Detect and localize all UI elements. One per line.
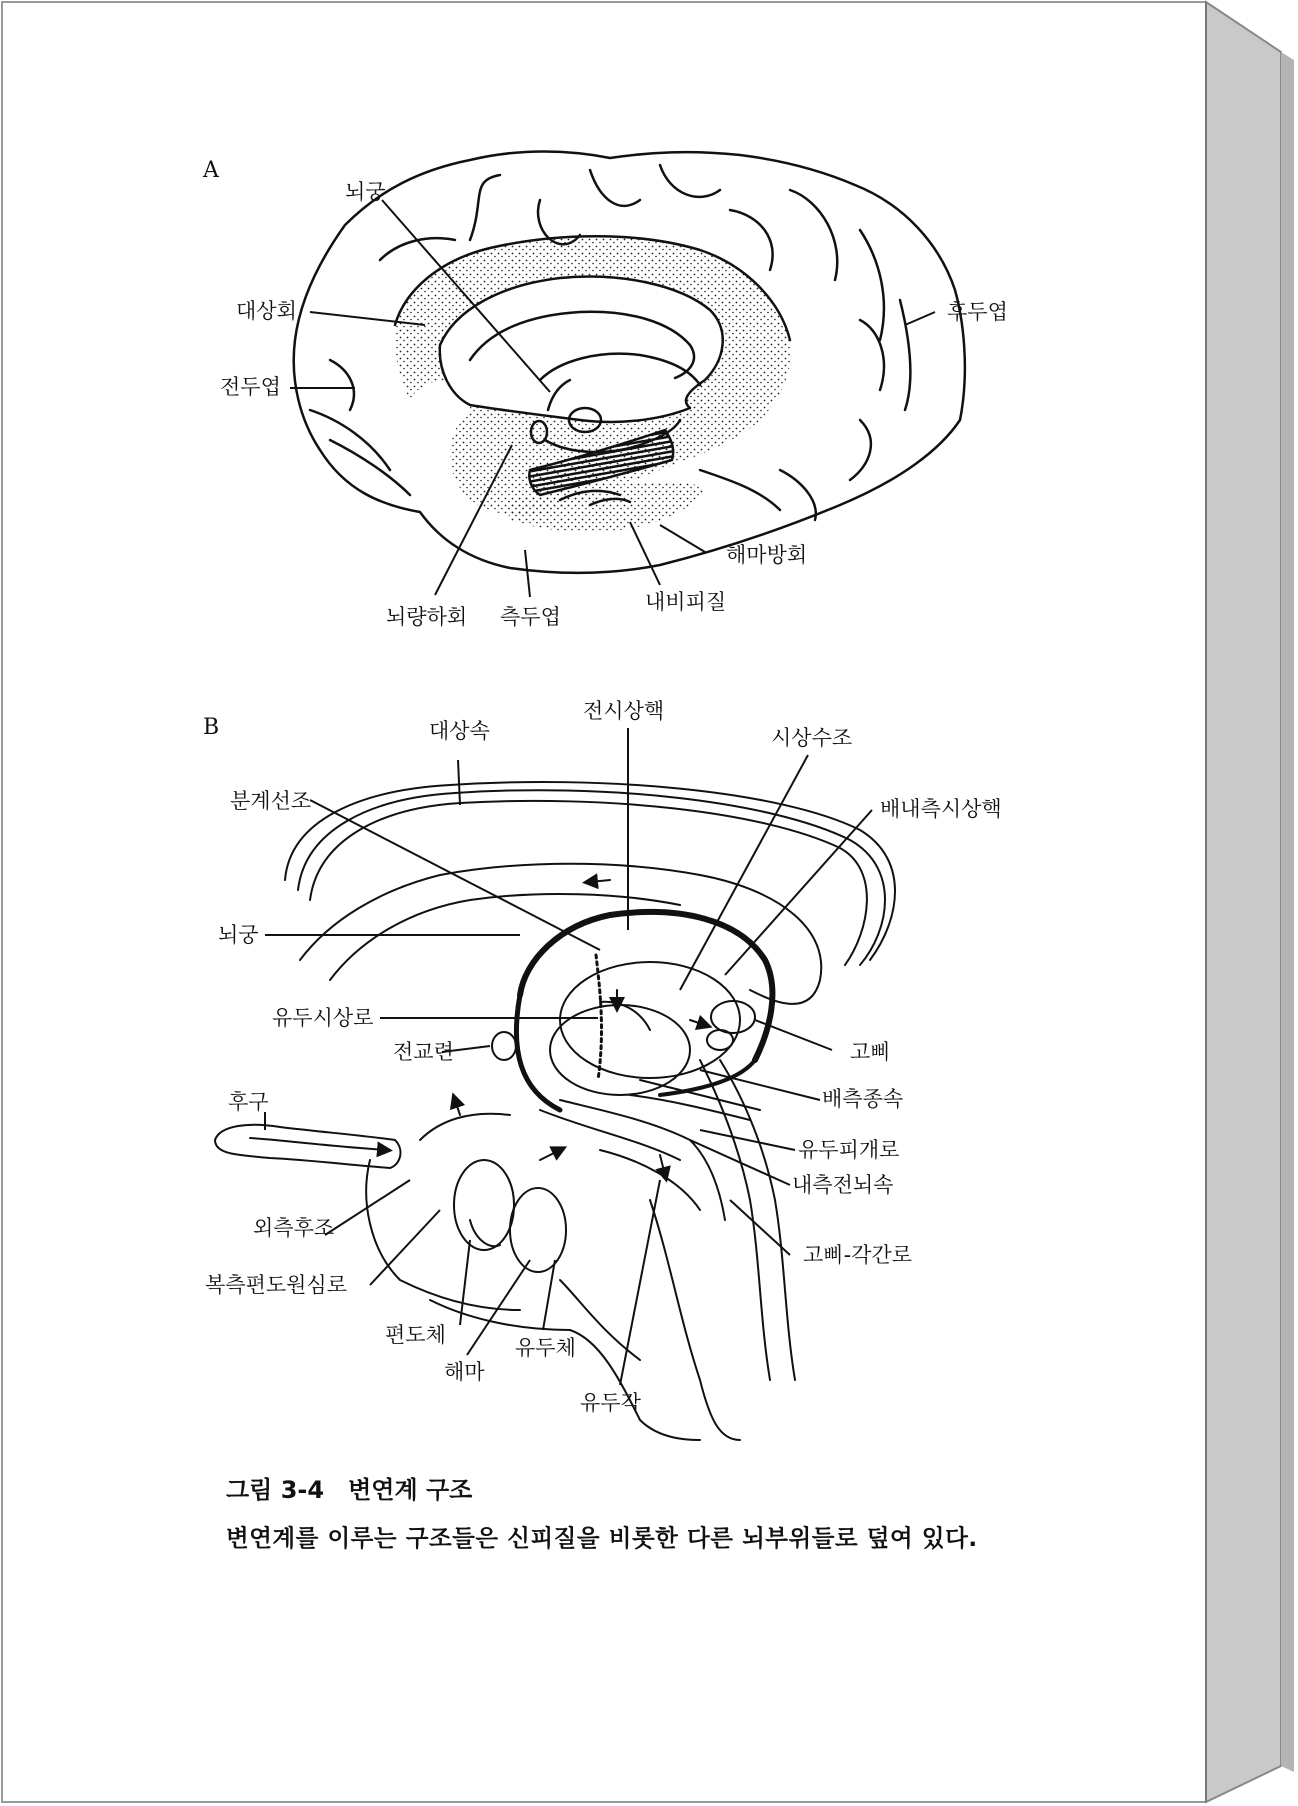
figure-caption-text: 변연계를 이루는 구조들은 신피질을 비롯한 다른 뇌부위들로 덮여 있다. — [226, 1524, 978, 1552]
label-mammillotegmental-tract: 유두피개로 — [798, 1138, 900, 1162]
label-ventral-amygdalofugal-pathway: 복측편도원심로 — [205, 1273, 348, 1297]
panel-a-letter: A — [203, 158, 219, 183]
label-cingulum: 대상속 — [429, 719, 490, 743]
label-fornix-a: 뇌궁 — [345, 180, 386, 204]
label-entorhinal-cortex: 내비피질 — [645, 590, 727, 614]
label-amygdala: 편도체 — [385, 1323, 446, 1347]
label-stria-medullaris: 시상수조 — [771, 726, 853, 750]
label-medial-forebrain-bundle: 내측전뇌속 — [792, 1173, 894, 1197]
label-anterior-thalamic-nucleus: 전시상핵 — [583, 699, 665, 723]
panel-b-letter: B — [203, 715, 220, 740]
label-habenula: 고삐 — [850, 1040, 891, 1064]
label-habenulo-interpeduncular-tract: 고삐-각간로 — [803, 1243, 913, 1267]
label-subcallosal-gyrus: 뇌량하회 — [386, 605, 468, 629]
label-mammillary-body: 유두체 — [515, 1336, 576, 1360]
label-mammillary-peduncle: 유두각 — [580, 1391, 641, 1415]
label-fornix-b: 뇌궁 — [218, 923, 259, 947]
label-hippocampus: 해마 — [444, 1360, 485, 1384]
label-temporal-lobe: 측두엽 — [500, 605, 561, 629]
label-dorsal-longitudinal-fasciculus: 배측종속 — [822, 1087, 904, 1111]
label-anterior-commissure: 전교련 — [393, 1040, 454, 1064]
label-parahippocampal-gyrus: 해마방회 — [726, 543, 808, 567]
label-olfactory-bulb: 후구 — [228, 1090, 269, 1114]
figure-caption-title — [226, 1478, 496, 1502]
label-lateral-olfactory-stria: 외측후조 — [253, 1216, 335, 1240]
label-frontal-lobe: 전두엽 — [220, 375, 281, 399]
label-occipital-lobe: 후두엽 — [947, 300, 1008, 324]
figure-title: 변연계 구조 — [348, 1476, 473, 1504]
label-cingulate-gyrus: 대상회 — [236, 299, 297, 323]
label-stria-terminalis: 분계선조 — [230, 789, 312, 813]
label-mammillothalamic-tract: 유두시상로 — [272, 1006, 374, 1030]
label-dorsomedial-thalamic-nucleus: 배내측시상핵 — [880, 797, 1002, 821]
figure-number: 그림 3-4 — [226, 1476, 325, 1504]
